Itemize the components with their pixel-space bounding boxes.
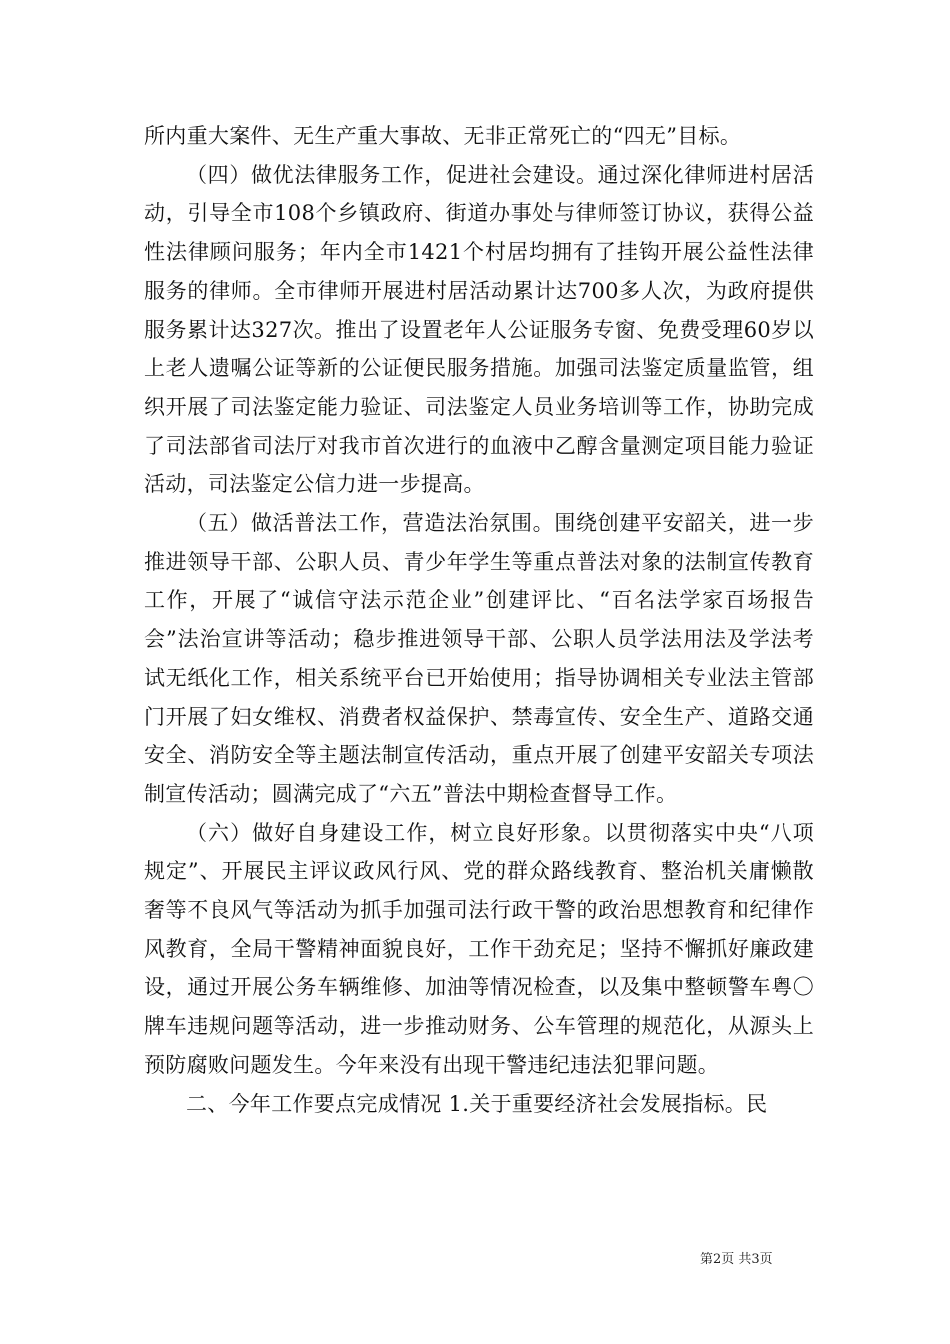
page-number-footer: 第2页 共3页 (700, 1252, 773, 1267)
paragraph-law-popularization: （五）做活普法工作，营造法治氛围。围绕创建平安韶关，进一步推进领导干部、公职人员、青少年学生等重点普法对象的法制宣传教育工作，开展了“诚信守法示范企业”创建评比、“百名法学家百场报告会”法治宣讲等活动；稳步推进领导干部、公职人员学法用法及学法考试无纸化工作，相关系统平台已开始使用；指导协调相关专业法主管部门开展了妇女维权、消费者权益保护、禁毒宣传、安全生产、道路交通安全、消防安全等主题法制宣传活动，重点开展了创建平安韶关专项法制宣传活动；圆满完成了“六五”普法中期检查督导工作。 (144, 511, 814, 806)
paragraph-self-building: （六）做好自身建设工作，树立良好形象。以贯彻落实中央“八项规定”、开展民主评议政风行风、党的群众路线教育、整治机关庸懒散奢等不良风气等活动为抓手加强司法行政干警的政治思想教育和纪律作风教育，全局干警精神面貌良好，工作干劲充足；坚持不懈抓好廉政建设，通过开展公务车辆维修、加油等情况检查，以及集中整顿警车粤〇牌车违规问题等活动，进一步推动财务、公车管理的规范化，从源头上预防腐败问题发生。今年来没有出现干警违纪违法犯罪问题。 (144, 820, 814, 1077)
paragraph-legal-services: （四）做优法律服务工作，促进社会建设。通过深化律师进村居活动，引导全市108个乡镇政府、街道办事处与律师签订协议，获得公益性法律顾问服务；年内全市1421个村居均拥有了挂钩开展公益性法律服务的律师。全市律师开展进村居活动累计达700多人次，为政府提供服务累计达327次。推出了设置老年人公证服务专窗、免费受理60岁以上老人遗嘱公证等新的公证便民服务措施。加强司法鉴定质量监管，组织开展了司法鉴定能力验证、司法鉴定人员业务培训等工作，协助完成了司法部省司法厅对我市首次进行的血液中乙醇含量测定项目能力验证活动，司法鉴定公信力进一步提高。 (144, 162, 814, 497)
document-body (144, 117, 814, 1123)
paragraph-section-two: 二、今年工作要点完成情况 1.关于重要经济社会发展指标。民 (186, 1091, 768, 1116)
paragraph-continuation: 所内重大案件、无生产重大事故、无非正常死亡的“四无”目标。 (144, 124, 742, 148)
